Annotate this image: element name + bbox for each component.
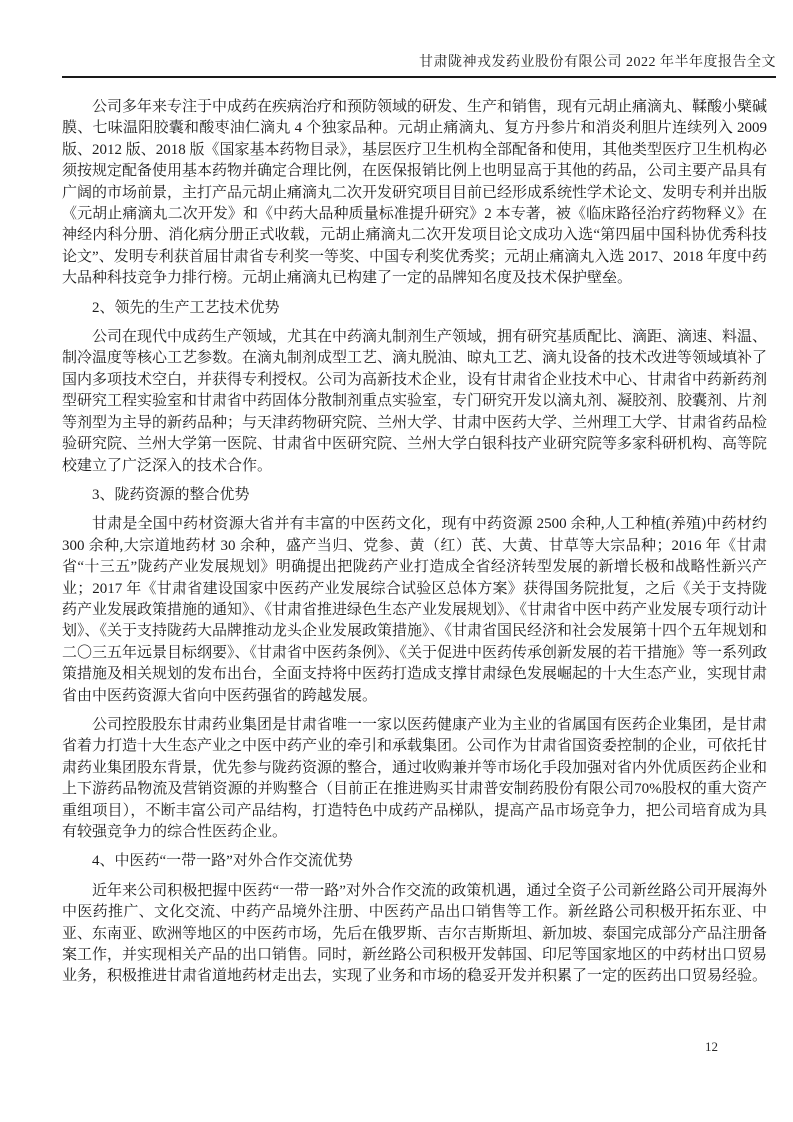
page-number: 12 xyxy=(705,1039,718,1054)
paragraph-longyao-resources: 甘肃是全国中药材资源大省并有丰富的中医药文化，现有中药资源 2500 余种,人工种植(养殖)中药材约 300 余种,大宗道地药材 30 余种，盛产当归、党参、黄（红）芪、大黄、甘草等大宗品种；2016 年《甘肃省“十三五”陇药产业发展规划》明确提出把陇药产业打造成全省经济转型发展的新增长极和战略性新兴产业；2017 年《甘肃省建设国家中医药产业发展综合试验区总体方案》获得国务院批复，之后《关于支持陇药产业发展政策措施的通知》、《甘肃省推进绿色生态产业发展规划》、《甘肃省中医中药产业发展专项行动计划》、《关于支持陇药大品牌推动龙头企业发展政策措施》、《甘肃省国民经济和社会发展第十四个五年规划和二〇三五年远景目标纲要》、《甘肃省中医药条例》、《关于促进中医药传承创新发展的若干措施》等一系列政策措施及相关规划的发布出台，全面支持将中医药打造成支撑甘肃绿色发展崛起的十大生态产业，实现甘肃省由中医药资源大省向中医药强省的跨越发展。 xyxy=(62,516,768,704)
page-header-title: 甘肃陇神戎发药业股份有限公司 2022 年半年度报告全文 xyxy=(62,54,776,78)
paragraph-company-products: 公司多年来专注于中成药在疾病治疗和预防领域的研发、生产和销售，现有元胡止痛滴丸、鞣酸小檗碱膜、七味温阳胶囊和酸枣油仁滴丸 4 个独家品种。元胡止痛滴丸、复方丹参片和消炎利胆片连续列入 2009 版、2012 版、2018 版《国家基本药物目录》，基层医疗卫生机构全部配备和使用，其他类型医疗卫生机构必须按规定配备使用基本药物并确定合理比例，在医保报销比例上也明显高于其他的药品，公司主要产品具有广阔的市场前景，主打产品元胡止痛滴丸二次开发研究项目目前已经形成系统性学术论文、发明专利并出版《元胡止痛滴丸二次开发》和《中药大品种质量标准提升研究》2 本专著，被《临床路径治疗药物释义》在神经内科分册、消化病分册正式收载，元胡止痛滴丸二次开发项目论文成功入选“第四届中国科协优秀科技论文”、发明专利获首届甘肃省专利奖一等奖、中国专利奖优秀奖；元胡止痛滴丸入选 2017、2018 年度中药大品种科技竞争力排行榜。元胡止痛滴丸已构建了一定的品牌知名度及技术保护壁垒。 xyxy=(62,99,768,287)
paragraph-belt-and-road: 近年来公司积极把握中医药“一带一路”对外合作交流的政策机遇，通过全资子公司新丝路公司开展海外中医药推广、文化交流、中药产品境外注册、中医药产品出口销售等工作。新丝路公司积极开拓东亚、中亚、东南亚、欧洲等地区的中医药市场，先后在俄罗斯、吉尔吉斯斯坦、新加坡、泰国完成部分产品注册备案工作，并实现相关产品的出口销售。同时，新丝路公司积极开发韩国、印尼等国家地区的中药材出口贸易业务，积极推进甘肃省道地药材走出去，实现了业务和市场的稳妥开发并积累了一定的医药出口贸易经验。 xyxy=(62,882,768,985)
page-body xyxy=(62,97,767,996)
section-heading-4: 4、中医药“一带一路”对外合作交流优势 xyxy=(92,853,353,870)
section-heading-2: 2、领先的生产工艺技术优势 xyxy=(92,299,280,316)
section-heading-3: 3、陇药资源的整合优势 xyxy=(92,486,250,503)
paragraph-controlling-shareholder: 公司控股股东甘肃药业集团是甘肃省唯一一家以医药健康产业为主业的省属国有医药企业集团，是甘肃省着力打造十大生态产业之中医中药产业的牵引和承载集团。公司作为甘肃省国资委控制的企业，可依托甘肃药业集团股东背景，优先参与陇药资源的整合，通过收购兼并等市场化手段加强对省内外优质医药企业和上下游药品物流及营销资源的并购整合（目前正在推进购买甘肃普安制药股份有限公司70%股权的重大资产重组项目），不断丰富公司产品结构，打造特色中成药产品梯队，提高产品市场竞争力，把公司培育成为具有较强竞争力的综合性医药企业。 xyxy=(62,716,768,840)
paragraph-production-technology: 公司在现代中成药生产领域，尤其在中药滴丸制剂生产领域，拥有研究基质配比、滴距、滴速、料温、制冷温度等核心工艺参数。在滴丸制剂成型工艺、滴丸脱油、晾丸工艺、滴丸设备的技术改进等领域填补了国内多项技术空白，并获得专利授权。公司为高新技术企业，设有甘肃省企业技术中心、甘肃省中药新药剂型研究工程实验室和甘肃省中药固体分散制剂重点实验室，专门研究开发以滴丸剂、凝胶剂、胶囊剂、片剂等剂型为主导的新药品种；与天津药物研究院、兰州大学、甘肃中医药大学、兰州理工大学、甘肃省药品检验研究院、兰州大学第一医院、甘肃省中医研究院、兰州大学白银科技产业研究院等多家科研机构、高等院校建立了广泛深入的技术合作。 xyxy=(62,329,768,474)
